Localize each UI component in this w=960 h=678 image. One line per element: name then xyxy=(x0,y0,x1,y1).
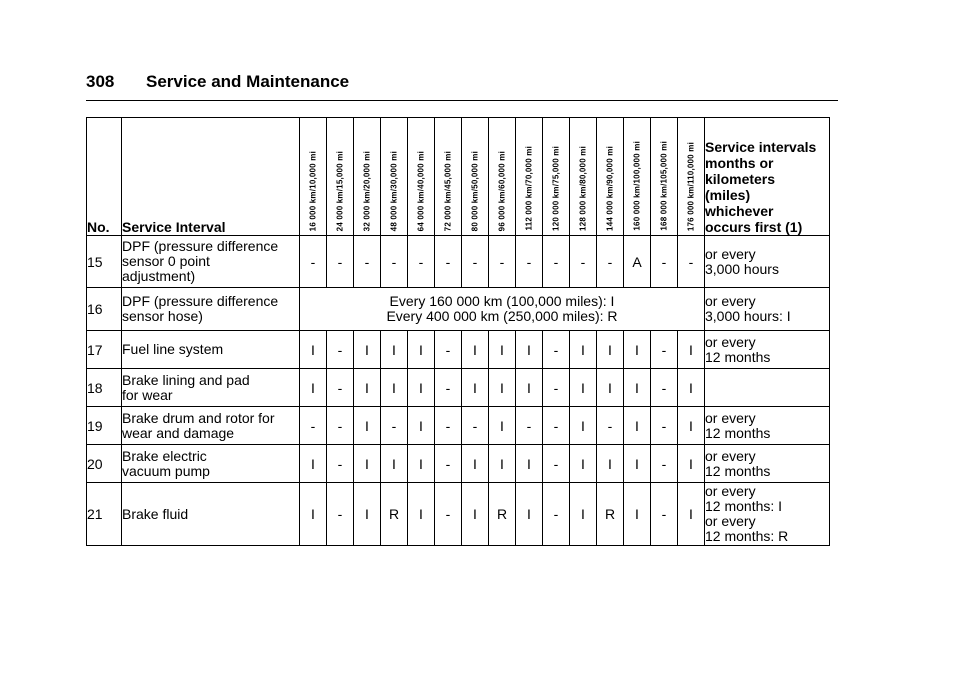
interval-cell: - xyxy=(381,407,408,445)
interval-cell: I xyxy=(354,331,381,369)
interval-cell: - xyxy=(543,445,570,483)
interval-cell: I xyxy=(300,369,327,407)
interval-cell: I xyxy=(516,445,543,483)
row-number: 18 xyxy=(87,369,122,407)
interval-cell: - xyxy=(435,407,462,445)
interval-cell: - xyxy=(516,236,543,288)
service-interval-note: or every 12 months xyxy=(705,407,830,445)
mileage-label: 128 000 km/80,000 mi xyxy=(578,146,588,231)
interval-cell: I xyxy=(408,369,435,407)
interval-cell: - xyxy=(327,236,354,288)
interval-cell: - xyxy=(597,236,624,288)
interval-cell: I xyxy=(678,483,705,546)
service-interval-note: or every 12 months: I or every 12 months: R xyxy=(705,483,830,546)
table-row xyxy=(87,407,830,445)
interval-cell: I xyxy=(408,445,435,483)
column-header-mileage xyxy=(327,118,354,236)
table-header-row xyxy=(87,118,830,236)
service-interval-note: or every 3,000 hours: I xyxy=(705,288,830,331)
column-header-mileage xyxy=(570,118,597,236)
interval-cell: - xyxy=(327,331,354,369)
column-header-mileage xyxy=(651,118,678,236)
interval-cell: I xyxy=(624,407,651,445)
service-item-description: DPF (pressure difference sensor hose) xyxy=(122,288,300,331)
table-body xyxy=(87,236,830,546)
interval-cell: I xyxy=(678,369,705,407)
interval-cell: - xyxy=(651,236,678,288)
service-item-description: Brake lining and pad for wear xyxy=(122,369,300,407)
interval-cell: I xyxy=(570,407,597,445)
interval-cell: I xyxy=(381,331,408,369)
column-header-mileage xyxy=(381,118,408,236)
interval-cell: - xyxy=(678,236,705,288)
mileage-label: 72 000 km/45,000 mi xyxy=(443,150,453,231)
service-item-description: Brake drum and rotor for wear and damage xyxy=(122,407,300,445)
table-row xyxy=(87,369,830,407)
table-row xyxy=(87,331,830,369)
column-header-no: No. xyxy=(87,118,122,236)
interval-cell: - xyxy=(300,407,327,445)
interval-cell: I xyxy=(300,331,327,369)
service-interval-note: or every 12 months xyxy=(705,331,830,369)
service-interval-note xyxy=(705,369,830,407)
interval-cell: - xyxy=(597,407,624,445)
mileage-label: 64 000 km/40,000 mi xyxy=(416,150,426,231)
column-header-mileage xyxy=(516,118,543,236)
service-interval-note: or every 12 months xyxy=(705,445,830,483)
interval-cell: - xyxy=(651,483,678,546)
interval-cell: I xyxy=(597,369,624,407)
mileage-label: 176 000 km/110,000 mi xyxy=(686,141,696,231)
maintenance-schedule-table xyxy=(86,117,830,546)
interval-cell: I xyxy=(408,407,435,445)
interval-cell: I xyxy=(516,331,543,369)
column-header-mileage xyxy=(624,118,651,236)
interval-cell: I xyxy=(381,445,408,483)
interval-cell: I xyxy=(570,445,597,483)
row-number: 21 xyxy=(87,483,122,546)
interval-cell: - xyxy=(300,236,327,288)
interval-cell: - xyxy=(570,236,597,288)
table-row xyxy=(87,445,830,483)
interval-cell: I xyxy=(624,331,651,369)
interval-cell: I xyxy=(624,483,651,546)
column-header-mileage xyxy=(462,118,489,236)
interval-cell: - xyxy=(327,369,354,407)
interval-cell: I xyxy=(408,483,435,546)
column-header-mileage xyxy=(489,118,516,236)
interval-cell: I xyxy=(462,369,489,407)
interval-cell: I xyxy=(408,331,435,369)
interval-cell: I xyxy=(489,369,516,407)
interval-cell: - xyxy=(543,483,570,546)
row-number: 19 xyxy=(87,407,122,445)
interval-cell: - xyxy=(462,407,489,445)
service-item-description: DPF (pressure difference sensor 0 point adjustment) xyxy=(122,236,300,288)
interval-cell: - xyxy=(435,236,462,288)
mileage-label: 16 000 km/10,000 mi xyxy=(308,150,318,231)
mileage-label: 80 000 km/50,000 mi xyxy=(470,150,480,231)
interval-cell: - xyxy=(651,369,678,407)
page-header xyxy=(86,70,838,101)
table-row xyxy=(87,288,830,331)
interval-cell: - xyxy=(489,236,516,288)
column-header-mileage xyxy=(678,118,705,236)
interval-span-note: Every 160 000 km (100,000 miles): I Every 400 000 km (250,000 miles): R xyxy=(300,288,705,331)
interval-cell: - xyxy=(543,407,570,445)
interval-cell: I xyxy=(570,483,597,546)
interval-cell: - xyxy=(435,483,462,546)
service-item-description: Fuel line system xyxy=(122,331,300,369)
table-row xyxy=(87,483,830,546)
interval-cell: I xyxy=(462,445,489,483)
mileage-label: 168 000 km/105,000 mi xyxy=(659,141,669,231)
interval-cell: I xyxy=(489,407,516,445)
interval-cell: - xyxy=(462,236,489,288)
interval-cell: R xyxy=(381,483,408,546)
interval-cell: I xyxy=(489,445,516,483)
service-item-description: Brake fluid xyxy=(122,483,300,546)
interval-cell: - xyxy=(651,445,678,483)
interval-cell: I xyxy=(354,445,381,483)
column-header-service-intervals: Service intervals months or kilometers (miles) whichever occurs first (1) xyxy=(705,118,830,236)
page-title: Service and Maintenance xyxy=(146,72,350,91)
interval-cell: I xyxy=(354,407,381,445)
row-number: 20 xyxy=(87,445,122,483)
interval-cell: I xyxy=(516,369,543,407)
mileage-label: 120 000 km/75,000 mi xyxy=(551,146,561,231)
interval-cell: I xyxy=(570,331,597,369)
service-interval-note: or every 3,000 hours xyxy=(705,236,830,288)
column-header-mileage xyxy=(408,118,435,236)
mileage-label: 32 000 km/20,000 mi xyxy=(362,150,372,231)
interval-cell: I xyxy=(354,369,381,407)
interval-cell: - xyxy=(381,236,408,288)
interval-cell: I xyxy=(462,331,489,369)
interval-cell: - xyxy=(543,369,570,407)
interval-cell: - xyxy=(354,236,381,288)
interval-cell: - xyxy=(327,445,354,483)
interval-cell: I xyxy=(678,331,705,369)
interval-cell: - xyxy=(408,236,435,288)
interval-cell: I xyxy=(678,407,705,445)
interval-cell: I xyxy=(300,445,327,483)
interval-cell: - xyxy=(543,331,570,369)
interval-cell: I xyxy=(489,331,516,369)
interval-cell: I xyxy=(624,369,651,407)
column-header-mileage xyxy=(435,118,462,236)
mileage-label: 112 000 km/70,000 mi xyxy=(524,146,534,231)
interval-cell: I xyxy=(597,445,624,483)
interval-cell: - xyxy=(651,407,678,445)
interval-cell: - xyxy=(435,331,462,369)
interval-cell: - xyxy=(435,369,462,407)
row-number: 15 xyxy=(87,236,122,288)
mileage-label: 160 000 km/100,000 mi xyxy=(632,141,642,231)
row-number: 17 xyxy=(87,331,122,369)
column-header-mileage xyxy=(354,118,381,236)
interval-cell: - xyxy=(543,236,570,288)
interval-cell: - xyxy=(327,483,354,546)
interval-cell: I xyxy=(570,369,597,407)
mileage-label: 24 000 km/15,000 mi xyxy=(335,150,345,231)
mileage-label: 144 000 km/90,000 mi xyxy=(605,146,615,231)
table-row xyxy=(87,236,830,288)
interval-cell: R xyxy=(597,483,624,546)
interval-cell: - xyxy=(516,407,543,445)
interval-cell: A xyxy=(624,236,651,288)
interval-cell: - xyxy=(435,445,462,483)
interval-cell: I xyxy=(300,483,327,546)
interval-cell: R xyxy=(489,483,516,546)
interval-cell: I xyxy=(624,445,651,483)
row-number: 16 xyxy=(87,288,122,331)
mileage-label: 96 000 km/60,000 mi xyxy=(497,150,507,231)
column-header-service-interval: Service Interval xyxy=(122,118,300,236)
column-header-mileage xyxy=(597,118,624,236)
interval-cell: - xyxy=(327,407,354,445)
mileage-label: 48 000 km/30,000 mi xyxy=(389,150,399,231)
column-header-mileage xyxy=(543,118,570,236)
interval-cell: I xyxy=(516,483,543,546)
interval-cell: I xyxy=(678,445,705,483)
interval-cell: I xyxy=(462,483,489,546)
service-item-description: Brake electric vacuum pump xyxy=(122,445,300,483)
column-header-mileage xyxy=(300,118,327,236)
interval-cell: I xyxy=(381,369,408,407)
interval-cell: I xyxy=(597,331,624,369)
page-number: 308 xyxy=(86,72,115,91)
interval-cell: I xyxy=(354,483,381,546)
interval-cell: - xyxy=(651,331,678,369)
